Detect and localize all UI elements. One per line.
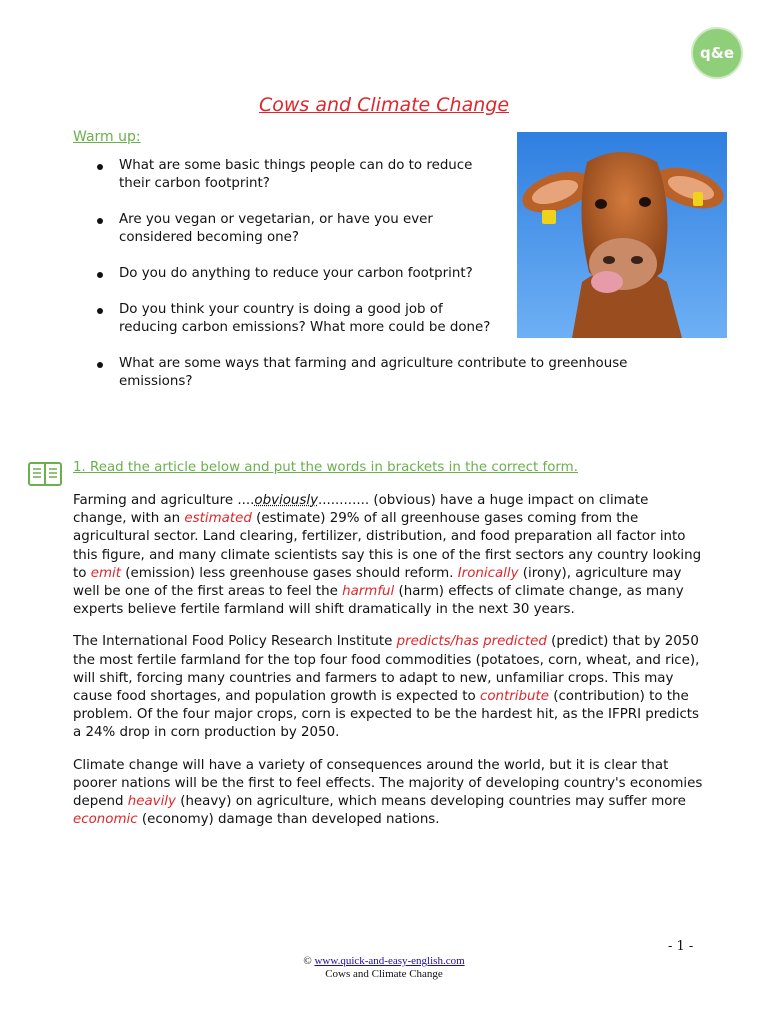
- answer-harmful: harmful: [342, 584, 395, 600]
- page-title: Cows and Climate Change: [258, 94, 510, 116]
- answer-contribute: contribute: [479, 689, 549, 705]
- book-icon: [28, 460, 62, 488]
- website-link[interactable]: www.quick-and-easy-english.com: [314, 955, 465, 967]
- exercise-instruction: 1. Read the article below and put the words in brackets in the correct form.: [73, 460, 578, 475]
- page-number: - 1 -: [668, 939, 694, 954]
- answer-ironically: Ironically: [457, 565, 519, 581]
- article-paragraph: Farming and agriculture ....obviously............ (obvious) have a huge impact on climate change, with an estimated (estimate) 29% of all greenhouse gases coming from the agricultural sector. Land clearing, fertilizer, distribution, and food preparation all factor into this figure, and many climate scientists say this is one of the first sectors any country looking to emit (emission) less greenhouse gases should reform. Ironically (irony), agriculture may well be one of the first areas to feel the harmful (harm) effects of climate change, as many experts believe fertile farmland will shift dramatically in the next 30 years.: [73, 493, 702, 618]
- article-paragraph: The International Food Policy Research Institute predicts/has predicted (predict) that by 2050 the most fertile farmland for the top four food commodities (potatoes, corn, wheat, and rice), will shift, forcing many countries and farmers to adapt to new, unfamiliar crops. This may cause food shortages, and population growth is expected to contribute (contribution) to the problem. Of the four major crops, corn is expected to be the hardest hit, as the IFPRI predicts a 24% drop in corn production by 2050.: [73, 634, 700, 741]
- warmup-question: What are some basic things people can do to reduce their carbon footprint?: [73, 157, 673, 193]
- answer-estimated: estimated: [184, 511, 252, 527]
- warmup-question: What are some ways that farming and agriculture contribute to greenhouse emissions?: [73, 355, 673, 391]
- article-text: [73, 492, 703, 843]
- warmup-question: Do you do anything to reduce your carbon footprint?: [73, 265, 673, 283]
- answer-predicts: predicts/has predicted: [396, 634, 547, 650]
- page-footer: [0, 955, 768, 981]
- footer-subtitle: Cows and Climate Change: [325, 968, 443, 980]
- warmup-question: Are you vegan or vegetarian, or have you ever considered becoming one?: [73, 211, 673, 247]
- cow-photo: [517, 132, 727, 338]
- copyright-symbol: ©: [303, 955, 312, 967]
- answer-economic: economic: [73, 812, 138, 828]
- article-paragraph: Climate change will have a variety of consequences around the world, but it is clear that poorer nations will be the first to feel effects. The majority of developing country's economies depend heavily (heavy) on agriculture, which means developing countries may suffer more economic (economy) damage than developed nations.: [73, 757, 703, 828]
- warmup-question: Do you think your country is doing a good job of reducing carbon emissions? What more could be done?: [73, 301, 673, 337]
- answer-heavily: heavily: [127, 794, 176, 810]
- warmup-heading: Warm up:: [73, 129, 141, 145]
- qe-logo: q&e: [691, 27, 743, 79]
- answer-obviously: obviously: [254, 493, 319, 508]
- answer-emit: emit: [90, 565, 121, 581]
